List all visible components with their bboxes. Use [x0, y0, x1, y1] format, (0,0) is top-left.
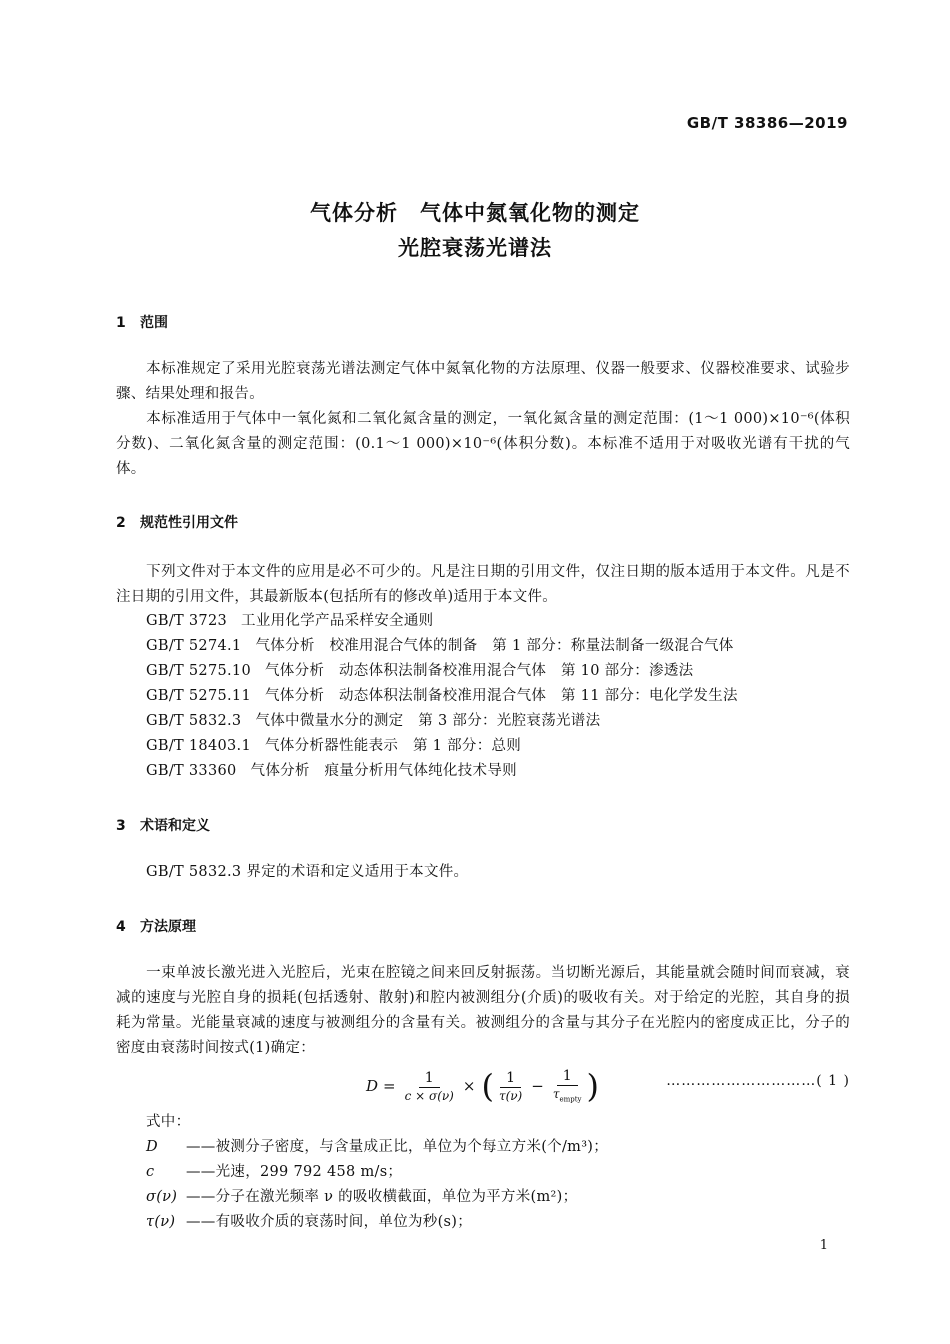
right-paren: ) — [586, 1067, 599, 1105]
section-title: 方法原理 — [140, 919, 196, 935]
section-number: 3 — [116, 818, 126, 834]
fraction-3 — [553, 1068, 582, 1103]
ref-code: GB/T 5832.3 — [146, 713, 242, 729]
section-heading-principle — [116, 916, 196, 936]
variable-symbol: c — [146, 1164, 155, 1180]
reference-item — [146, 684, 738, 709]
ref-title: 气体分析 动态体积法制备校准用混合气体 第 11 部分：电化学发生法 — [264, 688, 738, 704]
section-heading-normative-refs — [116, 512, 238, 532]
scope-paragraph-1 — [116, 357, 850, 407]
formula-lhs: D — [366, 1077, 379, 1095]
section-title: 范围 — [140, 315, 168, 331]
where-label: 式中： — [146, 1114, 191, 1130]
ref-code: GB/T 3723 — [146, 613, 228, 629]
paragraph-text: 下列文件对于本文件的应用是必不可少的。凡是注日期的引用文件，仅注日期的版本适用于本文件。凡是不注日期的引用文件，其最新版本(包括所有的修改单)适用于本文件。 — [116, 564, 850, 605]
variable-symbol: τ(ν) — [146, 1214, 176, 1230]
times-sign: × — [462, 1077, 476, 1095]
variable-description: ——光速，299 792 458 m/s； — [186, 1164, 403, 1180]
tau-symbol: τ — [552, 1087, 560, 1102]
ref-title: 工业用化学产品采样安全通则 — [241, 613, 434, 629]
section-title: 规范性引用文件 — [140, 515, 238, 531]
terms-text: GB/T 5832.3 界定的术语和定义适用于本文件。 — [146, 864, 469, 880]
ref-title: 气体分析 痕量分析用气体纯化技术导则 — [250, 763, 517, 779]
ref-code: GB/T 18403.1 — [146, 738, 251, 754]
variable-definition — [146, 1210, 472, 1235]
paragraph-text: 本标准适用于气体中一氧化氮和二氧化氮含量的测定，一氧化氮含量的测定范围：(1～1 000)×10⁻⁶(体积分数)、二氧化氮含量的测定范围：(0.1～1 000)×10⁻⁶(体积分数)。本标准不适用于对吸收光谱有干扰的气体。 — [116, 411, 850, 477]
section-number: 4 — [116, 919, 126, 935]
section-number: 1 — [116, 315, 126, 331]
scope-paragraph-2 — [116, 407, 850, 482]
standard-code: GB/T 38386—2019 — [686, 114, 848, 132]
section-heading-terms — [116, 815, 210, 835]
fraction-2 — [499, 1070, 522, 1103]
reference-item — [146, 759, 517, 784]
ref-title: 气体分析 校准用混合气体的制备 第 1 部分：称量法制备一级混合气体 — [255, 638, 734, 654]
ref-title: 气体分析器性能表示 第 1 部分：总则 — [264, 738, 522, 754]
normative-refs-intro — [116, 560, 850, 610]
left-paren: ( — [481, 1067, 494, 1105]
ref-title: 气体分析 动态体积法制备校准用混合气体 第 10 部分：渗透法 — [264, 663, 694, 679]
ref-code: GB/T 5275.11 — [146, 688, 251, 704]
document-title-line2: 光腔衰荡光谱法 — [398, 236, 552, 260]
subscript-empty: empty — [559, 1095, 582, 1104]
variable-definition — [146, 1160, 402, 1185]
variable-definition — [146, 1185, 577, 1210]
paragraph-text: 本标准规定了采用光腔衰荡光谱法测定气体中氮氧化物的方法原理、仪器一般要求、仪器校准要求、试验步骤、结果处理和报告。 — [116, 361, 850, 402]
reference-item — [146, 609, 433, 634]
paragraph-text: 一束单波长激光进入光腔后，光束在腔镜之间来回反射振荡。当切断光源后，其能量就会随时间而衰减，衰减的速度与光腔自身的损耗(包括透射、散射)和腔内被测组分(介质)的吸收有关。对于给定的光腔，其自身的损耗为常量。光能量衰减的速度与被测组分的含量有关。被测组分的含量与其分子在光腔内的密度成正比，分子的密度由衰荡时间按式(1)确定： — [116, 965, 850, 1056]
section-title: 术语和定义 — [140, 818, 210, 834]
fraction-denominator — [553, 1086, 582, 1103]
principle-paragraph — [116, 961, 850, 1061]
reference-item — [146, 709, 600, 734]
variable-description: ——有吸收介质的衰荡时间，单位为秒(s)； — [186, 1214, 473, 1230]
fraction-numerator: 1 — [419, 1070, 440, 1088]
fraction-numerator: 1 — [500, 1070, 521, 1088]
fraction-numerator: 1 — [557, 1068, 578, 1086]
ref-code: GB/T 5275.10 — [146, 663, 251, 679]
equation-number: …………………………( 1 ) — [666, 1073, 850, 1089]
fraction-1 — [405, 1070, 454, 1103]
equals-sign: = — [383, 1077, 396, 1095]
equation-1 — [366, 1064, 600, 1108]
fraction-denominator: c × σ(ν) — [404, 1088, 454, 1103]
variable-definition — [146, 1135, 608, 1160]
variable-description: ——分子在激光频率 ν 的吸收横截面，单位为平方米(m²)； — [186, 1189, 578, 1205]
variable-description: ——被测分子密度，与含量成正比，单位为个每立方米(个/m³)； — [186, 1139, 609, 1155]
ref-code: GB/T 5274.1 — [146, 638, 242, 654]
variable-symbol: σ(ν) — [146, 1189, 178, 1205]
section-number: 2 — [116, 515, 126, 531]
ref-title: 气体中微量水分的测定 第 3 部分：光腔衰荡光谱法 — [255, 713, 601, 729]
reference-item — [146, 734, 521, 759]
variable-symbol: D — [146, 1139, 158, 1155]
document-title-line1: 气体分析 气体中氮氧化物的测定 — [310, 201, 640, 225]
reference-item — [146, 659, 693, 684]
reference-item — [146, 634, 734, 659]
page-number: 1 — [819, 1238, 828, 1253]
section-heading-scope — [116, 312, 168, 332]
fraction-denominator: τ(ν) — [498, 1088, 523, 1103]
minus-sign: − — [531, 1077, 544, 1095]
ref-code: GB/T 33360 — [146, 763, 237, 779]
